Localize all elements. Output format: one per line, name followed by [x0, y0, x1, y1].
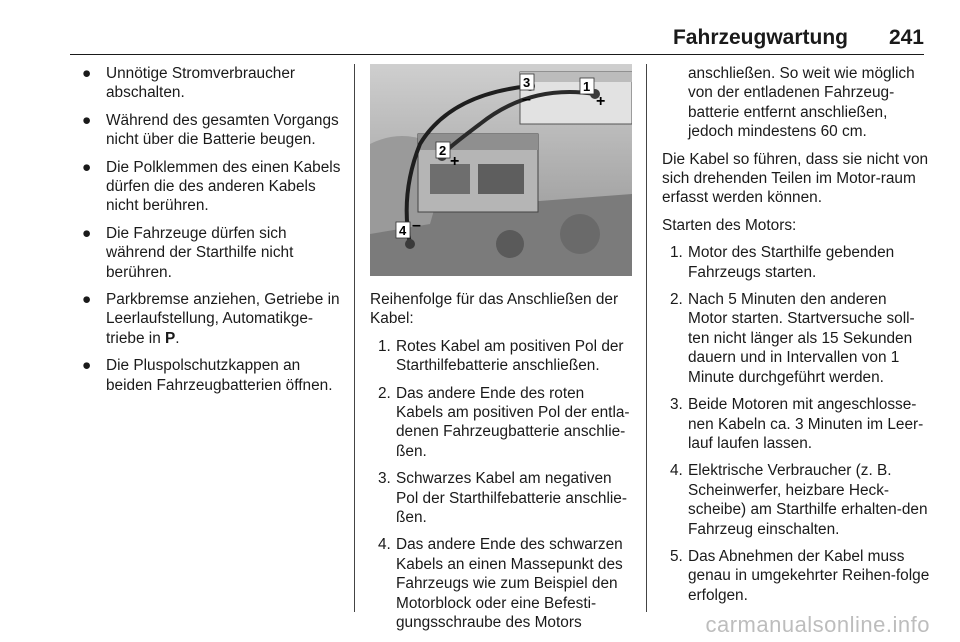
list-item-tail: . [175, 329, 180, 347]
list-item-text: Unnötige Stromverbraucher abschalten. [106, 65, 296, 102]
minus-icon: – [522, 91, 531, 108]
bullet-icon: ● [82, 224, 92, 242]
precaution-list [76, 64, 346, 395]
callout-number: 4 [399, 223, 407, 238]
list-item [370, 469, 632, 527]
callout-number: 1 [583, 79, 591, 94]
plus-icon: + [596, 93, 606, 110]
step-continuation: anschließen. So weit wie möglich von der entladenen Fahrzeug-batterie entfernt anschließen, jedoch mindestens 60 cm. [688, 65, 915, 141]
engine-part-shape [560, 214, 600, 254]
step-number: 5. [670, 547, 683, 565]
list-item [370, 384, 632, 462]
list-item [370, 535, 632, 632]
column-3 [662, 64, 930, 613]
list-item [76, 224, 346, 282]
cable-routing-paragraph: Die Kabel so führen, dass sie nicht von sich drehenden Teilen im Motor-raum erfasst werden können. [662, 150, 929, 207]
step-number: 4. [670, 462, 683, 480]
bullet-icon: ● [82, 357, 92, 375]
step-text: Das andere Ende des schwarzen Kabels an einen Massepunkt des Fahrzeugs wie zum Beispiel den Motorblock oder eine Befesti-gungsschraube des Motors [396, 536, 623, 632]
step-text: Nach 5 Minuten den anderen Motor starten. Startversuche soll-ten nicht länger als 15 Sekunden dauern und in Intervallen von 1 Minute durchgeführt werden. [688, 291, 915, 386]
step-number: 2. [378, 384, 391, 402]
list-item [76, 356, 346, 395]
donor-battery-top [520, 72, 632, 82]
step-number: 2. [670, 291, 683, 309]
engine-start-heading: Starten des Motors: [662, 216, 797, 234]
header-rule [70, 54, 924, 55]
step-text: Beide Motoren mit angeschlosse-nen Kabeln ca. 3 Minuten im Leer-lauf laufen lassen. [688, 396, 924, 452]
step-number: 1. [670, 244, 683, 262]
connection-steps [370, 337, 632, 633]
step-text: Motor des Starthilfe gebenden Fahrzeugs starten. [688, 244, 895, 281]
engine-part-shape [496, 230, 524, 258]
list-item-text: Während des gesamten Vorgangs nicht über die Batterie beugen. [106, 111, 339, 149]
jump-start-illustration [370, 64, 632, 276]
step-number: 4. [378, 536, 391, 554]
plus-icon: + [450, 153, 460, 170]
bullet-icon: ● [82, 291, 92, 309]
list-item [370, 337, 632, 376]
step-text: Das Abnehmen der Kabel muss genau in umgekehrter Reihen-folge erfolgen. [688, 547, 930, 604]
callout-number: 3 [523, 75, 531, 90]
step-text: Schwarzes Kabel am negativen Pol der Starthilfebatterie anschlie-ßen. [396, 470, 627, 527]
list-item [76, 158, 346, 216]
column-2 [370, 64, 632, 641]
step-number: 3. [670, 396, 683, 414]
list-item [76, 111, 346, 150]
list-item-text: Parkbremse anziehen, Getriebe in Leerlaufstellung, Automatikge-triebe in [106, 291, 340, 347]
callout-number: 2 [439, 143, 447, 158]
list-item [76, 290, 346, 348]
engine-start-steps [662, 243, 930, 605]
page-title: Fahrzeugwartung [672, 26, 848, 49]
list-item [662, 547, 930, 605]
bullet-icon: ● [82, 65, 92, 82]
list-item [662, 395, 930, 453]
list-item [662, 461, 930, 539]
column-divider-right [646, 64, 647, 612]
column-divider-left [354, 64, 355, 612]
step-number: 3. [378, 470, 391, 488]
minus-icon: – [412, 217, 421, 234]
column-1 [76, 64, 346, 403]
clamp-icon [405, 239, 415, 249]
list-item [76, 64, 346, 103]
battery-cell-block [478, 164, 524, 194]
step-text: Rotes Kabel am positiven Pol der Starthilfebatterie anschließen. [396, 337, 624, 375]
gear-position-label: P [165, 329, 176, 347]
page-number: 241 [888, 26, 924, 49]
bullet-icon: ● [82, 111, 92, 129]
list-item [662, 243, 930, 282]
step-text: Das andere Ende des roten Kabels am positiven Pol der entla-denen Fahrzeugbatterie anschlie-ßen. [396, 384, 630, 460]
step-number: 1. [378, 337, 391, 355]
list-item-text: Die Polklemmen des einen Kabels dürfen die des anderen Kabels nicht berühren. [106, 158, 341, 215]
step-text: Elektrische Verbraucher (z. B. Scheinwerfer, heizbare Heck-scheibe) am Starthilfe erhalten-den Fahrzeug einschalten. [688, 462, 928, 538]
connection-intro: Reihenfolge für das Anschließen der Kabel: [370, 291, 619, 328]
page-header [0, 0, 960, 56]
list-item [662, 290, 930, 387]
list-item-text: Die Fahrzeuge dürfen sich während der Starthilfe nicht berühren. [106, 224, 294, 281]
list-item-text: Die Pluspolschutzkappen an beiden Fahrzeugbatterien öffnen. [106, 357, 333, 394]
bullet-icon: ● [82, 158, 92, 176]
watermark: carmanualsonline.info [705, 612, 930, 637]
